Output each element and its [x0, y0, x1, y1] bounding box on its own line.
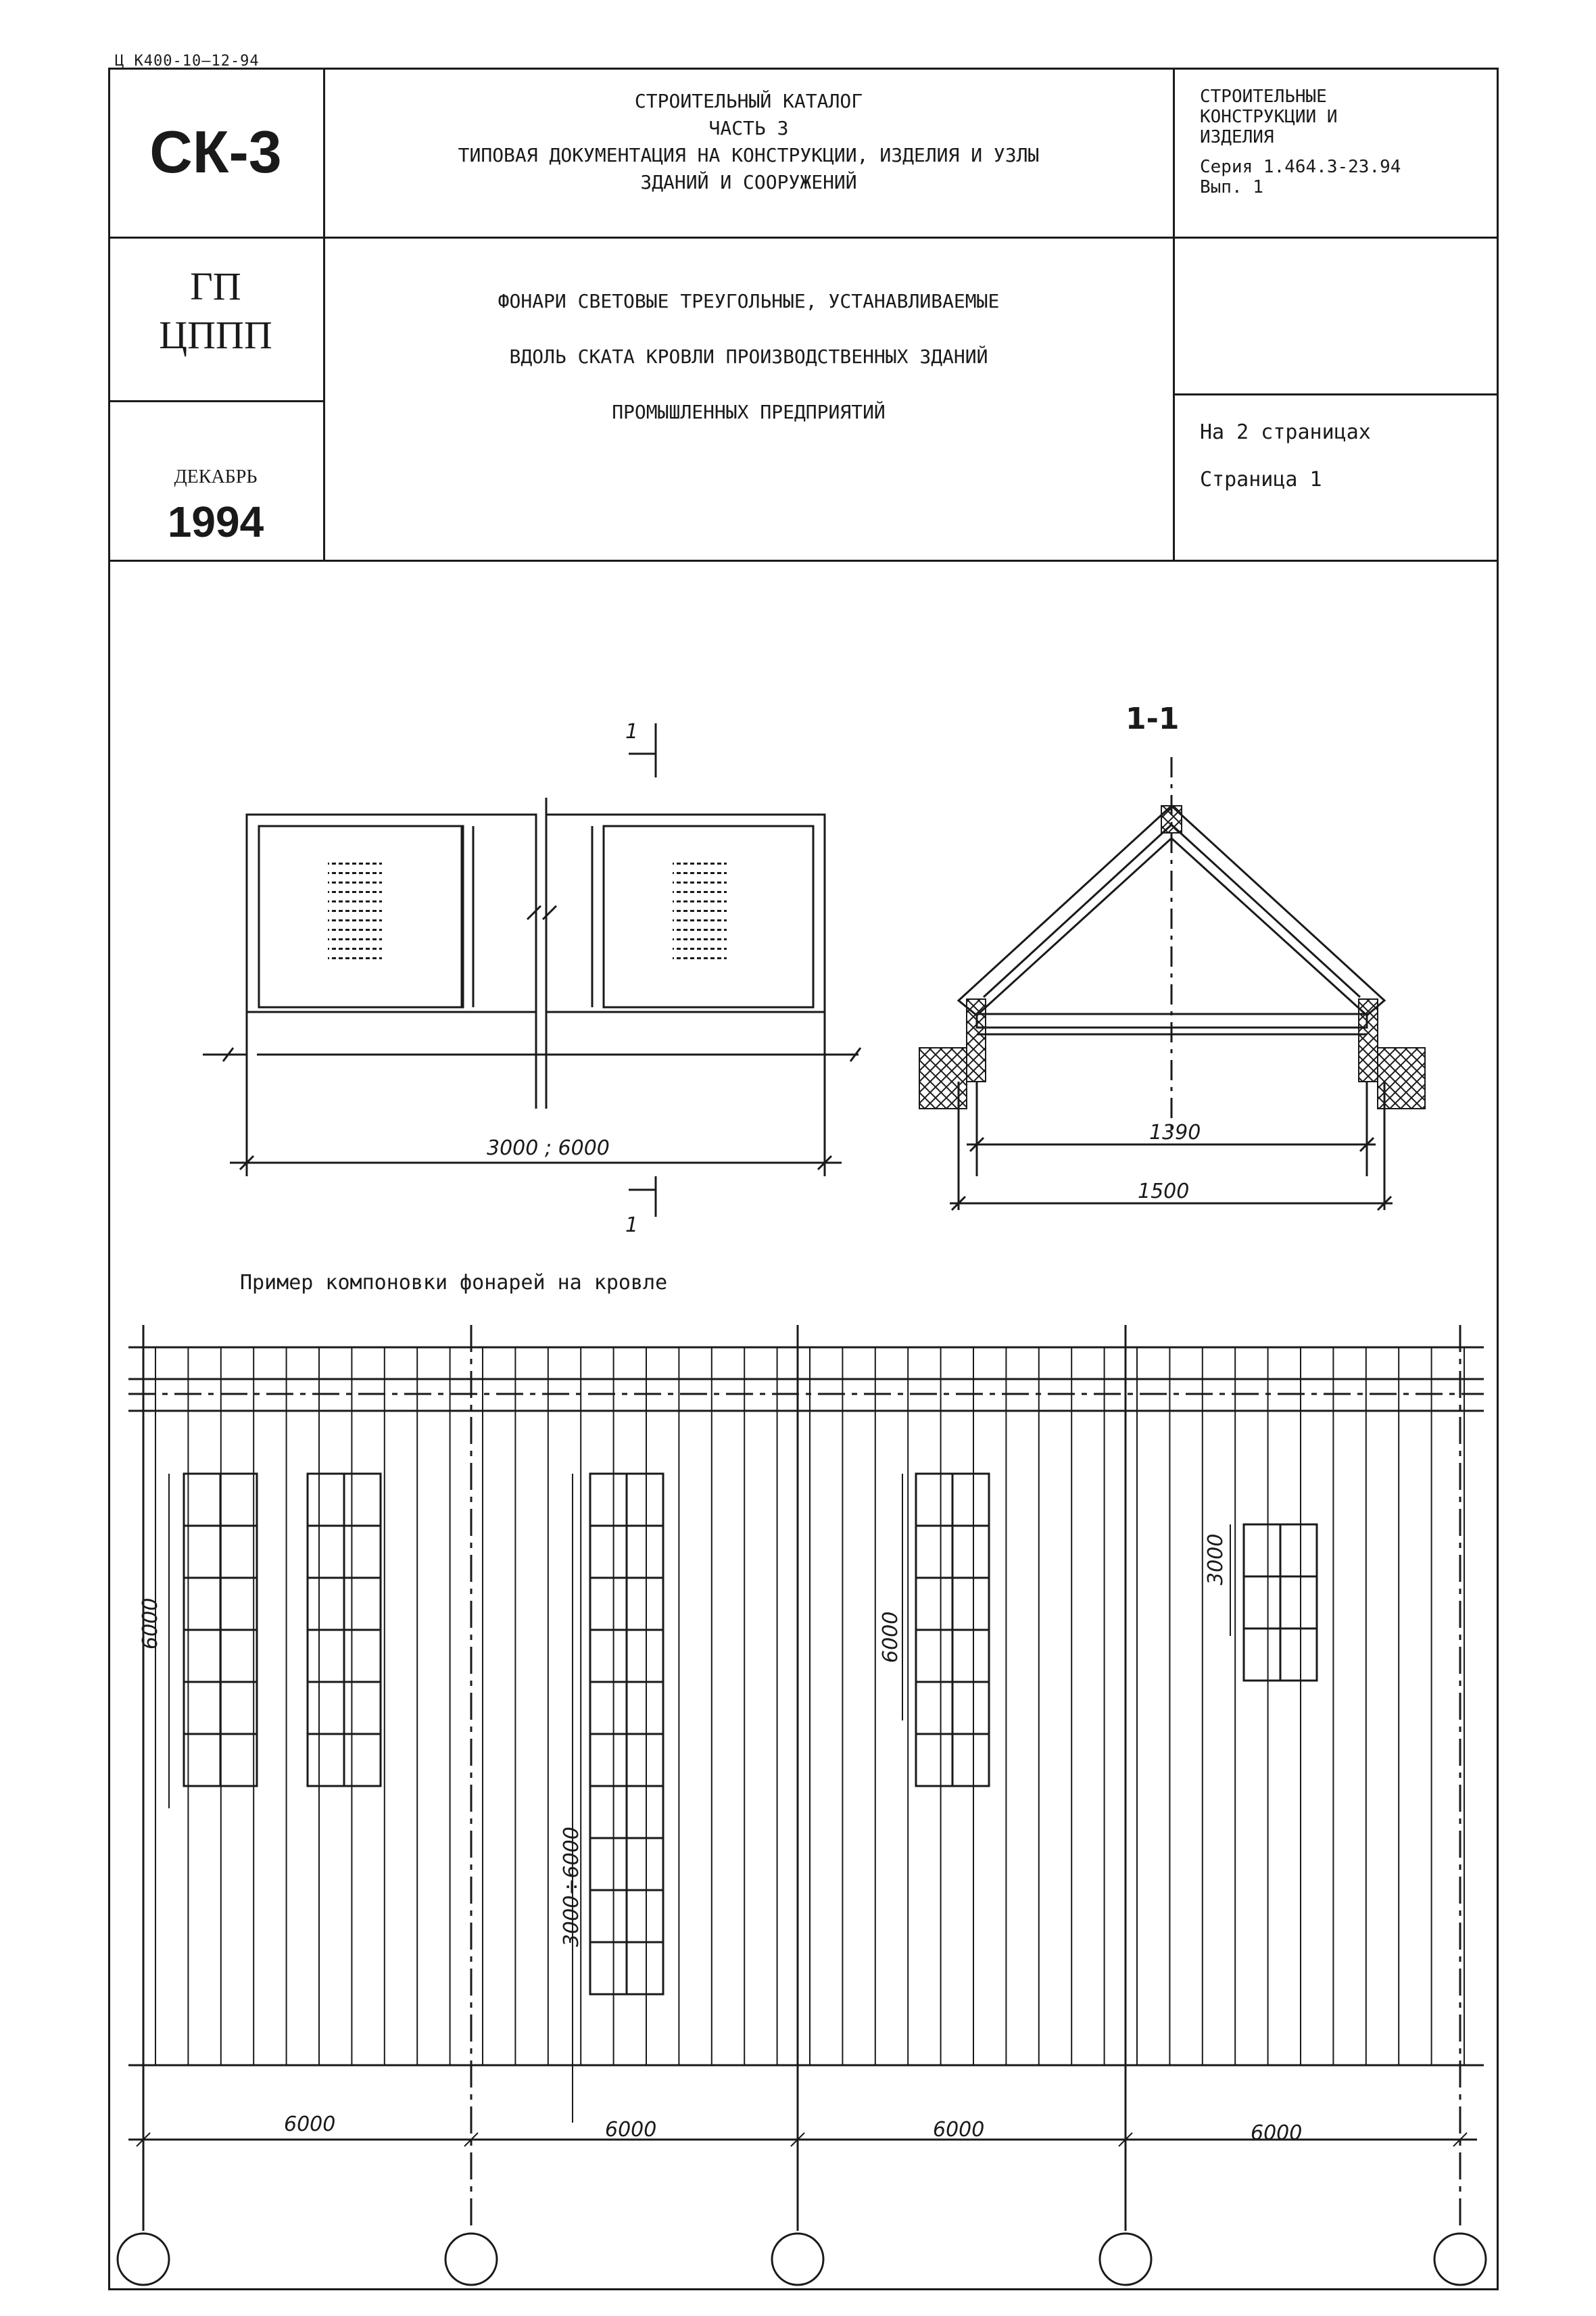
lantern-cell	[308, 1578, 344, 1630]
lantern-cell	[184, 1734, 220, 1786]
section-line: КОНСТРУКЦИИ И	[1200, 107, 1338, 127]
roof-plan	[128, 1325, 1484, 2231]
lantern-cell	[590, 1630, 627, 1682]
lantern-cell	[1280, 1629, 1317, 1681]
dim-length: 3000 ; 6000	[487, 1136, 610, 1160]
plan-dim: 6000	[605, 2118, 657, 2142]
lantern-cell	[627, 1734, 663, 1786]
lantern-cell	[916, 1682, 952, 1734]
title-line: ВДОЛЬ СКАТА КРОВЛИ ПРОИЗВОДСТВЕННЫХ ЗДАНИЙ	[509, 345, 988, 368]
lantern-cell	[184, 1682, 220, 1734]
org-line: ЦППП	[159, 313, 272, 357]
lantern-cell	[308, 1734, 344, 1786]
lantern-cell	[916, 1526, 952, 1578]
lantern-cell	[590, 1942, 627, 1994]
lantern-cell	[590, 1526, 627, 1578]
axis-markers	[118, 2234, 1486, 2285]
lantern-cell	[590, 1474, 627, 1526]
lantern-cell	[1280, 1524, 1317, 1576]
layout-caption: Пример компоновки фонарей на кровле	[240, 1271, 668, 1295]
lantern-cell	[344, 1526, 381, 1578]
title-line: ПРОМЫШЛЕННЫХ ПРЕДПРИЯТИЙ	[612, 401, 886, 423]
lantern-dim: 6000	[139, 1597, 162, 1649]
lantern-cell	[952, 1682, 989, 1734]
axis-marker	[772, 2234, 823, 2285]
plan-dim: 6000	[933, 2118, 985, 2142]
series-line: Серия 1.464.3-23.94	[1200, 157, 1401, 177]
lantern-cell	[952, 1734, 989, 1786]
lantern-cell	[344, 1630, 381, 1682]
plan-dim: 6000	[284, 2113, 336, 2136]
date-year: 1994	[167, 498, 264, 546]
axis-marker	[1434, 2234, 1486, 2285]
glass-texture	[673, 859, 727, 960]
lantern-cell	[1280, 1576, 1317, 1629]
lantern-cell	[308, 1474, 344, 1526]
curb-right	[1359, 999, 1378, 1082]
lantern-cell	[344, 1578, 381, 1630]
catalog-line: ЧАСТЬ 3	[708, 117, 789, 139]
lantern-cell	[1244, 1576, 1280, 1629]
section-line: СТРОИТЕЛЬНЫЕ	[1200, 87, 1327, 107]
lantern-cell	[590, 1682, 627, 1734]
lantern-cell	[184, 1526, 220, 1578]
curb-left	[967, 999, 986, 1082]
lantern-cell	[220, 1526, 257, 1578]
lantern-cell	[590, 1838, 627, 1890]
lantern-cell	[952, 1474, 989, 1526]
catalog-line: СТРОИТЕЛЬНЫЙ КАТАЛОГ	[634, 90, 863, 112]
lantern-cell	[184, 1474, 220, 1526]
lantern-cell	[344, 1734, 381, 1786]
lantern-cell	[627, 1942, 663, 1994]
lantern-cell	[952, 1578, 989, 1630]
section-mark: 1	[625, 1213, 639, 1237]
section-mark: 1	[625, 720, 639, 744]
lantern-cell	[627, 1890, 663, 1942]
lantern-cell	[627, 1578, 663, 1630]
axis-marker	[118, 2234, 169, 2285]
pages-total: На 2 страницах	[1200, 420, 1371, 444]
plan-dim: 6000	[1251, 2121, 1303, 2145]
lantern-cell	[590, 1734, 627, 1786]
lantern-cell	[627, 1526, 663, 1578]
lantern-cell	[627, 1682, 663, 1734]
lantern-cell	[308, 1682, 344, 1734]
lantern-cell	[1244, 1629, 1280, 1681]
document-code: Ц К400-10—12-94	[115, 53, 260, 70]
lantern-cell	[308, 1630, 344, 1682]
lantern-cell	[590, 1578, 627, 1630]
dim-inner: 1390	[1149, 1121, 1201, 1144]
title-line: ФОНАРИ СВЕТОВЫЕ ТРЕУГОЛЬНЫЕ, УСТАНАВЛИВАЕМЫЕ	[498, 290, 1000, 312]
lantern-cell	[916, 1630, 952, 1682]
axis-marker	[445, 2234, 497, 2285]
lantern-dim: 6000	[879, 1611, 902, 1663]
section-label: 1-1	[1126, 702, 1180, 736]
catalog-line: ТИПОВАЯ ДОКУМЕНТАЦИЯ НА КОНСТРУКЦИИ, ИЗДЕЛИЯ И УЗЛЫ	[458, 144, 1040, 166]
lantern-cell	[184, 1578, 220, 1630]
lantern-cell	[344, 1474, 381, 1526]
lantern-cell	[1244, 1524, 1280, 1576]
lantern-cell	[220, 1734, 257, 1786]
lantern-cell	[627, 1786, 663, 1838]
dim-outer: 1500	[1138, 1180, 1190, 1203]
lantern-cell	[220, 1630, 257, 1682]
lantern-cell	[184, 1630, 220, 1682]
roof-slab-right	[1378, 1048, 1425, 1109]
lantern-cell	[916, 1474, 952, 1526]
lantern-cell	[952, 1526, 989, 1578]
lantern-cell	[220, 1578, 257, 1630]
roof-slab-left	[919, 1048, 967, 1109]
lantern-cell	[308, 1526, 344, 1578]
lantern-cell	[627, 1838, 663, 1890]
series-line: Вып. 1	[1200, 177, 1263, 197]
catalog-line: ЗДАНИЙ И СООРУЖЕНИЙ	[640, 171, 857, 193]
org-line: ГП	[190, 264, 241, 308]
section-line: ИЗДЕЛИЯ	[1200, 127, 1274, 147]
lantern-cell	[627, 1630, 663, 1682]
page-current: Страница 1	[1200, 468, 1322, 491]
lantern-cell	[220, 1682, 257, 1734]
lantern-cell	[220, 1474, 257, 1526]
lantern-cell	[916, 1734, 952, 1786]
ridge-cap	[1161, 806, 1182, 833]
lantern-cell	[344, 1682, 381, 1734]
catalog-code: СК-3	[149, 118, 282, 185]
lantern-cell	[590, 1786, 627, 1838]
lantern-cell	[916, 1578, 952, 1630]
lantern-cell	[952, 1630, 989, 1682]
glass-texture	[328, 859, 382, 960]
date-month: ДЕКАБРЬ	[174, 466, 258, 487]
lantern-cell	[590, 1890, 627, 1942]
axis-marker	[1100, 2234, 1151, 2285]
lantern-dim: 3000	[1204, 1533, 1228, 1585]
lantern-cell	[627, 1474, 663, 1526]
lantern-dim: 3000÷6000	[560, 1827, 583, 1947]
